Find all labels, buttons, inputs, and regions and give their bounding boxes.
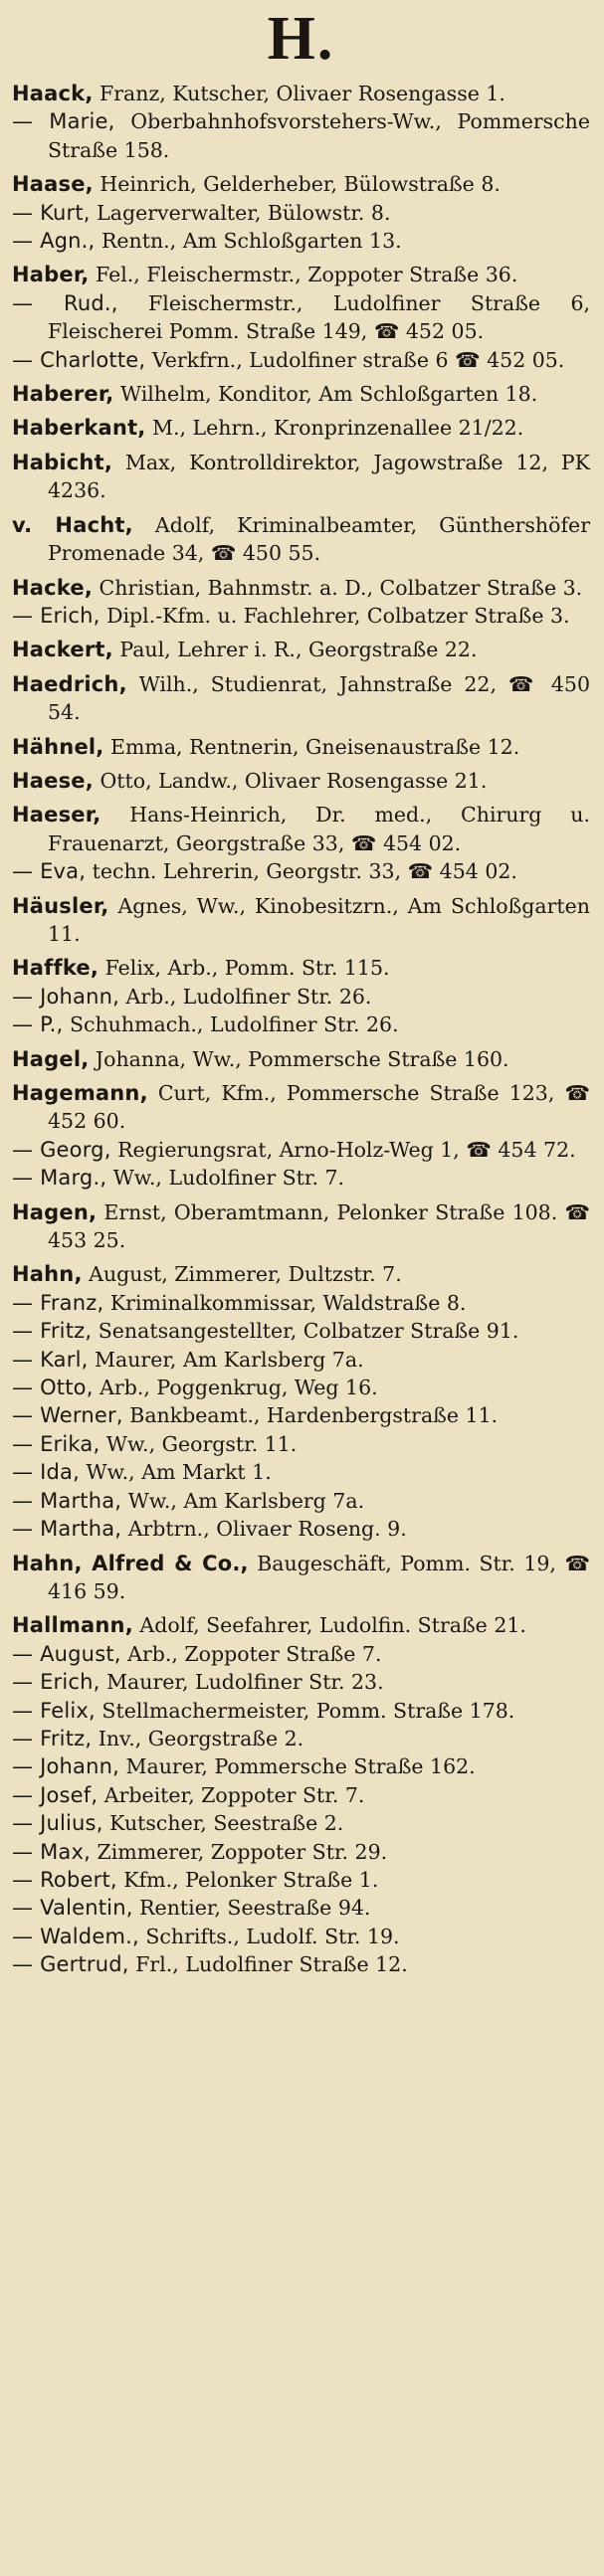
- entry-details: Ww., Ludolfiner Str. 7.: [106, 1166, 345, 1191]
- directory-entries: [12, 80, 590, 1979]
- entry-name: Hahn, Alfred & Co.,: [12, 1551, 249, 1575]
- directory-entry: [12, 602, 590, 630]
- entry-name: — Max,: [12, 1839, 91, 1864]
- entry-details: Paul, Lehrer i. R., Georgstraße 22.: [112, 638, 478, 662]
- entry-name: — August,: [12, 1641, 121, 1666]
- directory-entry: [12, 1289, 590, 1317]
- directory-entry: [12, 1697, 590, 1725]
- directory-entry: [12, 1668, 590, 1696]
- entry-name: — Fritz,: [12, 1726, 93, 1750]
- directory-entry: [12, 574, 590, 602]
- entry-details: Hans-Heinrich, Dr. med., Chirurg u. Frauenarzt, Georgstraße 33, ☎ 454 02.: [48, 803, 590, 855]
- entry-name: Haase,: [12, 172, 94, 197]
- entry-name: — Franz,: [12, 1290, 104, 1315]
- entry-details: Arb., Poggenkrug, Weg 16.: [93, 1376, 378, 1400]
- directory-entry: [12, 511, 590, 568]
- entry-name: — Otto,: [12, 1376, 94, 1400]
- directory-entry: [12, 1950, 590, 1978]
- entry-details: Adolf, Seefahrer, Ludolfin. Straße 21.: [132, 1613, 526, 1638]
- entry-details: Agnes, Ww., Kinobesitzrn., Am Schloßgarten 11.: [48, 893, 590, 946]
- entry-name: — Julius,: [12, 1811, 103, 1836]
- entry-details: M., Lehrn., Kronprinzenallee 21/22.: [145, 416, 524, 441]
- directory-entry: [12, 1866, 590, 1894]
- entry-details: Otto, Landw., Olivaer Rosengasse 21.: [93, 768, 488, 793]
- directory-entry: [12, 1809, 590, 1837]
- entry-name: Hallmann,: [12, 1613, 133, 1638]
- directory-entry: [12, 801, 590, 857]
- directory-entry: [12, 1346, 590, 1374]
- entry-name: — P.,: [12, 1012, 64, 1037]
- entry-name: Hagel,: [12, 1046, 90, 1071]
- directory-entry: [12, 1011, 590, 1038]
- directory-entry: [12, 449, 590, 505]
- entry-details: Rentn., Am Schloßgarten 13.: [95, 229, 402, 254]
- entry-details: Maurer, Pommersche Straße 162.: [119, 1754, 476, 1779]
- entry-details: Verkfrn., Ludolfiner straße 6 ☎ 452 05.: [145, 347, 565, 372]
- entry-details: techn. Lehrerin, Georgstr. 33, ☎ 454 02.: [86, 859, 517, 884]
- directory-entry: [12, 261, 590, 288]
- entry-details: Inv., Georgstraße 2.: [92, 1726, 304, 1750]
- entry-name: — Martha,: [12, 1517, 122, 1542]
- entry-details: Ernst, Oberamtmann, Pelonker Straße 108. ☎ 453 25.: [48, 1199, 590, 1253]
- directory-entry: [12, 80, 590, 107]
- directory-entry: [12, 1781, 590, 1809]
- entry-details: Curt, Kfm., Pommersche Straße 123, ☎ 452 60.: [48, 1081, 590, 1134]
- entry-details: Heinrich, Gelderheber, Bülowstraße 8.: [93, 172, 501, 197]
- entry-details: Arbeiter, Zoppoter Str. 7.: [98, 1782, 365, 1807]
- entry-name: — Charlotte,: [12, 347, 146, 372]
- directory-entry: [12, 414, 590, 442]
- entry-details: Maurer, Am Karlsberg 7a.: [88, 1347, 364, 1372]
- directory-entry: [12, 346, 590, 374]
- entry-details: Fleischermstr., Ludolfiner Straße 6, Fleischerei Pomm. Straße 149, ☎ 452 05.: [48, 290, 591, 344]
- entry-name: — Johann,: [12, 1754, 119, 1779]
- directory-entry: [12, 1079, 590, 1136]
- entry-details: Felix, Arb., Pomm. Str. 115.: [99, 956, 390, 981]
- entry-name: — Martha,: [12, 1488, 122, 1513]
- entry-details: Arbtrn., Olivaer Roseng. 9.: [121, 1517, 407, 1542]
- entry-name: — Erich,: [12, 1670, 101, 1695]
- entry-name: — Rud.,: [12, 290, 118, 315]
- entry-details: Senatsangestellter, Colbatzer Straße 91.: [92, 1319, 519, 1344]
- entry-details: Johanna, Ww., Pommersche Straße 160.: [89, 1046, 509, 1071]
- entry-name: Häusler,: [12, 893, 109, 918]
- directory-entry: [12, 1430, 590, 1458]
- entry-name: — Ida,: [12, 1460, 80, 1485]
- entry-details: Ww., Am Markt 1.: [79, 1460, 272, 1485]
- directory-entry: [12, 199, 590, 227]
- entry-details: Regierungsrat, Arno-Holz-Weg 1, ☎ 454 72.: [110, 1137, 576, 1162]
- entry-name: — Marg.,: [12, 1166, 107, 1191]
- entry-name: Haberer,: [12, 382, 114, 407]
- entry-details: Stellmachermeister, Pomm. Straße 178.: [95, 1698, 515, 1723]
- entry-details: Dipl.-Kfm. u. Fachlehrer, Colbatzer Straße 3.: [100, 603, 570, 628]
- directory-entry: [12, 1164, 590, 1192]
- entry-details: Ww., Am Karlsberg 7a.: [121, 1488, 365, 1513]
- entry-name: v. Hacht,: [12, 512, 133, 537]
- entry-name: Haedrich,: [12, 671, 127, 696]
- entry-name: — Robert,: [12, 1867, 117, 1892]
- directory-entry: [12, 1317, 590, 1345]
- directory-entry: [12, 1640, 590, 1668]
- entry-details: Arb., Zoppoter Straße 7.: [120, 1641, 382, 1666]
- directory-entry: [12, 1923, 590, 1950]
- directory-entry: [12, 1611, 590, 1639]
- entry-details: Max, Kontrolldirektor, Jagowstraße 12, PK 4236.: [48, 450, 590, 503]
- entry-name: Hacke,: [12, 575, 94, 600]
- entry-name: — Gertrud,: [12, 1952, 129, 1977]
- directory-entry: [12, 1458, 590, 1486]
- entry-details: Adolf, Kriminalbeamter, Günthershöfer Promenade 34, ☎ 450 55.: [48, 512, 590, 566]
- entry-name: — Kurt,: [12, 200, 91, 225]
- directory-entry: [12, 670, 590, 727]
- entry-details: Kutscher, Seestraße 2.: [102, 1811, 344, 1836]
- entry-name: Hackert,: [12, 638, 113, 662]
- directory-entry: [12, 1894, 590, 1922]
- entry-details: Wilh., Studienrat, Jahnstraße 22, ☎ 450 54.: [48, 671, 590, 725]
- entry-details: Ww., Georgstr. 11.: [100, 1431, 298, 1456]
- entry-name: Hagemann,: [12, 1081, 148, 1105]
- entry-details: Wilhelm, Konditor, Am Schloßgarten 18.: [113, 382, 538, 407]
- entry-details: Frl., Ludolfiner Straße 12.: [128, 1952, 408, 1977]
- directory-entry: [12, 857, 590, 885]
- entry-name: — Georg,: [12, 1137, 111, 1162]
- entry-details: August, Zimmerer, Dultzstr. 7.: [82, 1262, 402, 1287]
- entry-details: Fel., Fleischermstr., Zoppoter Straße 36.: [89, 263, 518, 287]
- entry-name: Haberkant,: [12, 416, 146, 441]
- entry-name: — Agn.,: [12, 229, 96, 254]
- entry-details: Bankbeamt., Hardenbergstraße 11.: [122, 1403, 499, 1428]
- entry-details: Lagerverwalter, Bülowstr. 8.: [90, 200, 391, 225]
- directory-entry: [12, 1725, 590, 1752]
- directory-entry: [12, 1752, 590, 1780]
- entry-details: Franz, Kutscher, Olivaer Rosengasse 1.: [93, 82, 505, 105]
- entry-details: Kfm., Pelonker Straße 1.: [116, 1867, 379, 1892]
- directory-entry: [12, 227, 590, 255]
- entry-details: Arb., Ludolfiner Str. 26.: [119, 984, 372, 1009]
- directory-entry: [12, 1515, 590, 1543]
- entry-details: Rentier, Seestraße 94.: [132, 1896, 371, 1921]
- entry-name: Haese,: [12, 768, 94, 793]
- directory-entry: [12, 380, 590, 408]
- entry-name: — Erich,: [12, 603, 101, 628]
- entry-name: — Josef,: [12, 1782, 99, 1807]
- entry-details: Baugeschäft, Pomm. Str. 19, ☎ 416 59.: [48, 1551, 590, 1603]
- entry-name: Haber,: [12, 263, 90, 287]
- directory-entry: [12, 1045, 590, 1073]
- entry-name: — Erika,: [12, 1431, 101, 1456]
- entry-name: — Waldem.,: [12, 1924, 139, 1948]
- directory-entry: [12, 1260, 590, 1288]
- entry-name: Habicht,: [12, 450, 112, 474]
- directory-entry: [12, 1838, 590, 1866]
- entry-name: — Werner,: [12, 1403, 123, 1428]
- directory-entry: [12, 892, 590, 949]
- directory-entry: [12, 767, 590, 795]
- directory-entry: [12, 1401, 590, 1429]
- entry-name: Hähnel,: [12, 734, 104, 759]
- entry-details: Schuhmach., Ludolfiner Str. 26.: [63, 1012, 399, 1037]
- directory-entry: [12, 1136, 590, 1164]
- directory-entry: [12, 107, 590, 164]
- entry-details: Christian, Bahnmstr. a. D., Colbatzer Straße 3.: [93, 575, 583, 600]
- entry-name: Hahn,: [12, 1262, 83, 1287]
- directory-entry: [12, 289, 590, 346]
- entry-name: — Valentin,: [12, 1896, 133, 1921]
- directory-entry: [12, 733, 590, 761]
- directory-entry: [12, 1374, 590, 1401]
- section-letter-heading: H.: [267, 5, 335, 73]
- entry-name: — Marie,: [12, 109, 115, 134]
- directory-entry: [12, 1198, 590, 1255]
- entry-details: Schrifts., Ludolf. Str. 19.: [138, 1924, 400, 1948]
- entry-name: — Fritz,: [12, 1319, 93, 1344]
- entry-name: Hagen,: [12, 1199, 98, 1224]
- directory-entry: [12, 636, 590, 663]
- entry-name: Haack,: [12, 82, 94, 105]
- entry-name: — Felix,: [12, 1698, 96, 1723]
- directory-entry: [12, 983, 590, 1011]
- entry-name: — Karl,: [12, 1347, 89, 1372]
- entry-name: Haeser,: [12, 803, 101, 828]
- directory-entry: [12, 1550, 590, 1606]
- entry-details: Oberbahnhofsvorstehers-Ww., Pommersche Straße 158.: [48, 109, 591, 162]
- directory-entry: [12, 954, 590, 982]
- entry-details: Emma, Rentnerin, Gneisenaustraße 12.: [103, 734, 520, 759]
- entry-details: Zimmerer, Zoppoter Str. 29.: [90, 1839, 388, 1864]
- entry-details: Kriminalkommissar, Waldstraße 8.: [103, 1290, 467, 1315]
- entry-name: Haffke,: [12, 956, 100, 981]
- directory-entry: [12, 170, 590, 198]
- entry-details: Maurer, Ludolfiner Str. 23.: [100, 1670, 384, 1695]
- entry-name: — Eva,: [12, 859, 87, 884]
- entry-name: — Johann,: [12, 984, 119, 1009]
- directory-entry: [12, 1487, 590, 1515]
